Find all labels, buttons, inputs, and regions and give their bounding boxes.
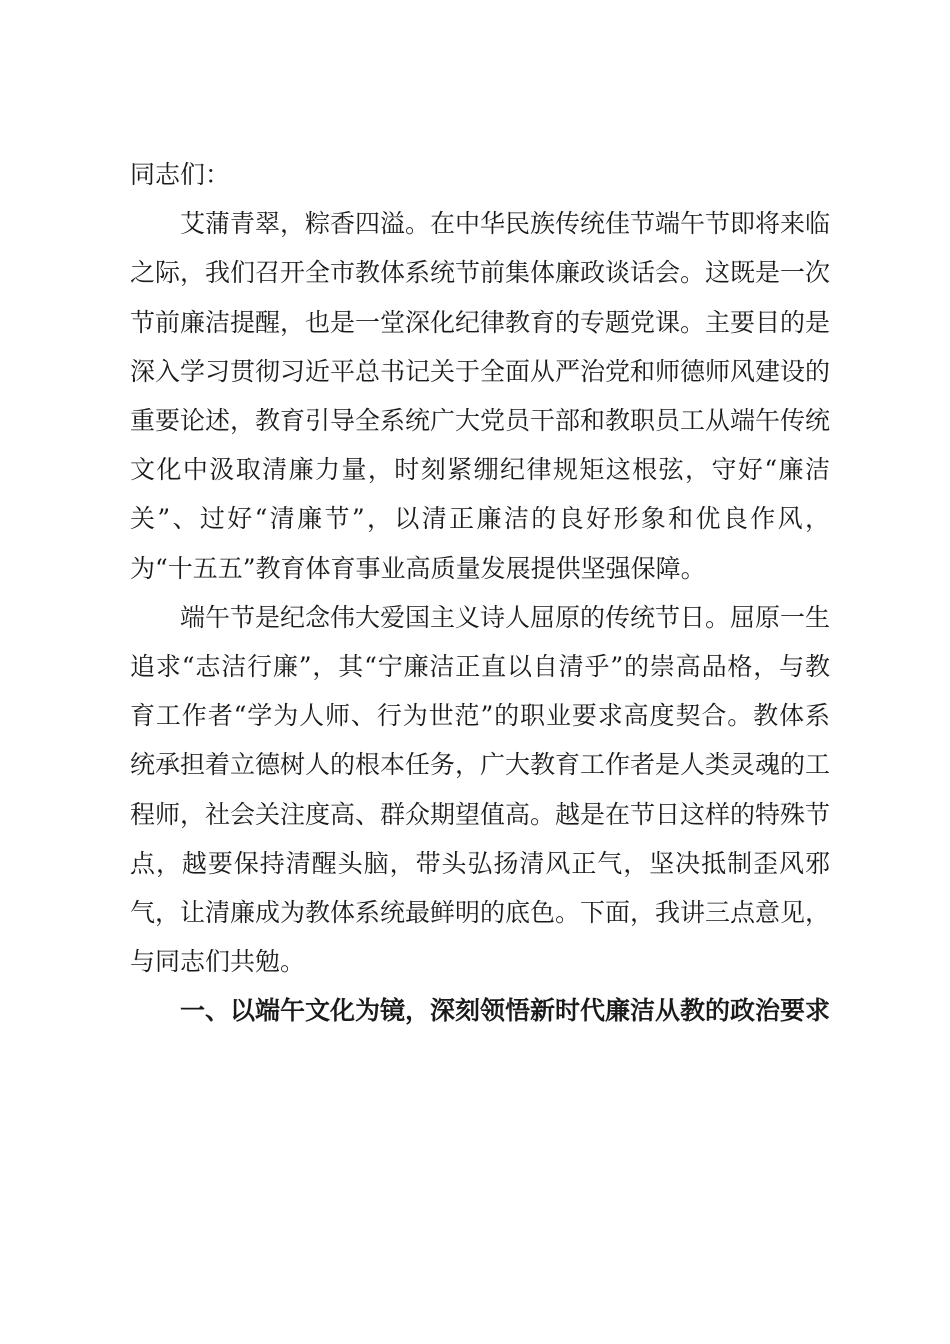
paragraph-intro: 艾蒲青翠，粽香四溢。在中华民族传统佳节端午节即将来临之际，我们召开全市教体系统节前集体廉政谈话会。这既是一次节前廉洁提醒，也是一堂深化纪律教育的专题党课。主要目的是深入学习贯彻习近平总书记关于全面从严治党和师德师风建设的重要论述，教育引导全系统广大党员干部和教职员工从端午传统文化中汲取清廉力量，时刻紧绷纪律规矩这根弦，守好“廉洁关”、过好“清廉节”，以清正廉洁的良好形象和优良作风，为“十五五”教育体育事业高质量发展提供坚强保障。 [130, 209, 831, 583]
salutation: 同志们： [130, 160, 231, 189]
paragraph-dragon-boat: 端午节是纪念伟大爱国主义诗人屈原的传统节日。屈原一生追求“志洁行廉”，其“宁廉洁正直以自清乎”的崇高品格，与教育工作者“学为人师、行为世范”的职业要求高度契合。教体系统承担着立德树人的根本任务，广大教育工作者是人类灵魂的工程师，社会关注度高、群众期望值高。越是在节日这样的特殊节点，越要保持清醒头脑，带头弘扬清风正气，坚决抵制歪风邪气，让清廉成为教体系统最鲜明的底色。下面，我讲三点意见，与同志们共勉。 [130, 602, 831, 977]
document-body [130, 150, 830, 1036]
section-heading-1: 一、以端午文化为镜，深刻领悟新时代廉洁从教的政治要求 [180, 996, 831, 1026]
